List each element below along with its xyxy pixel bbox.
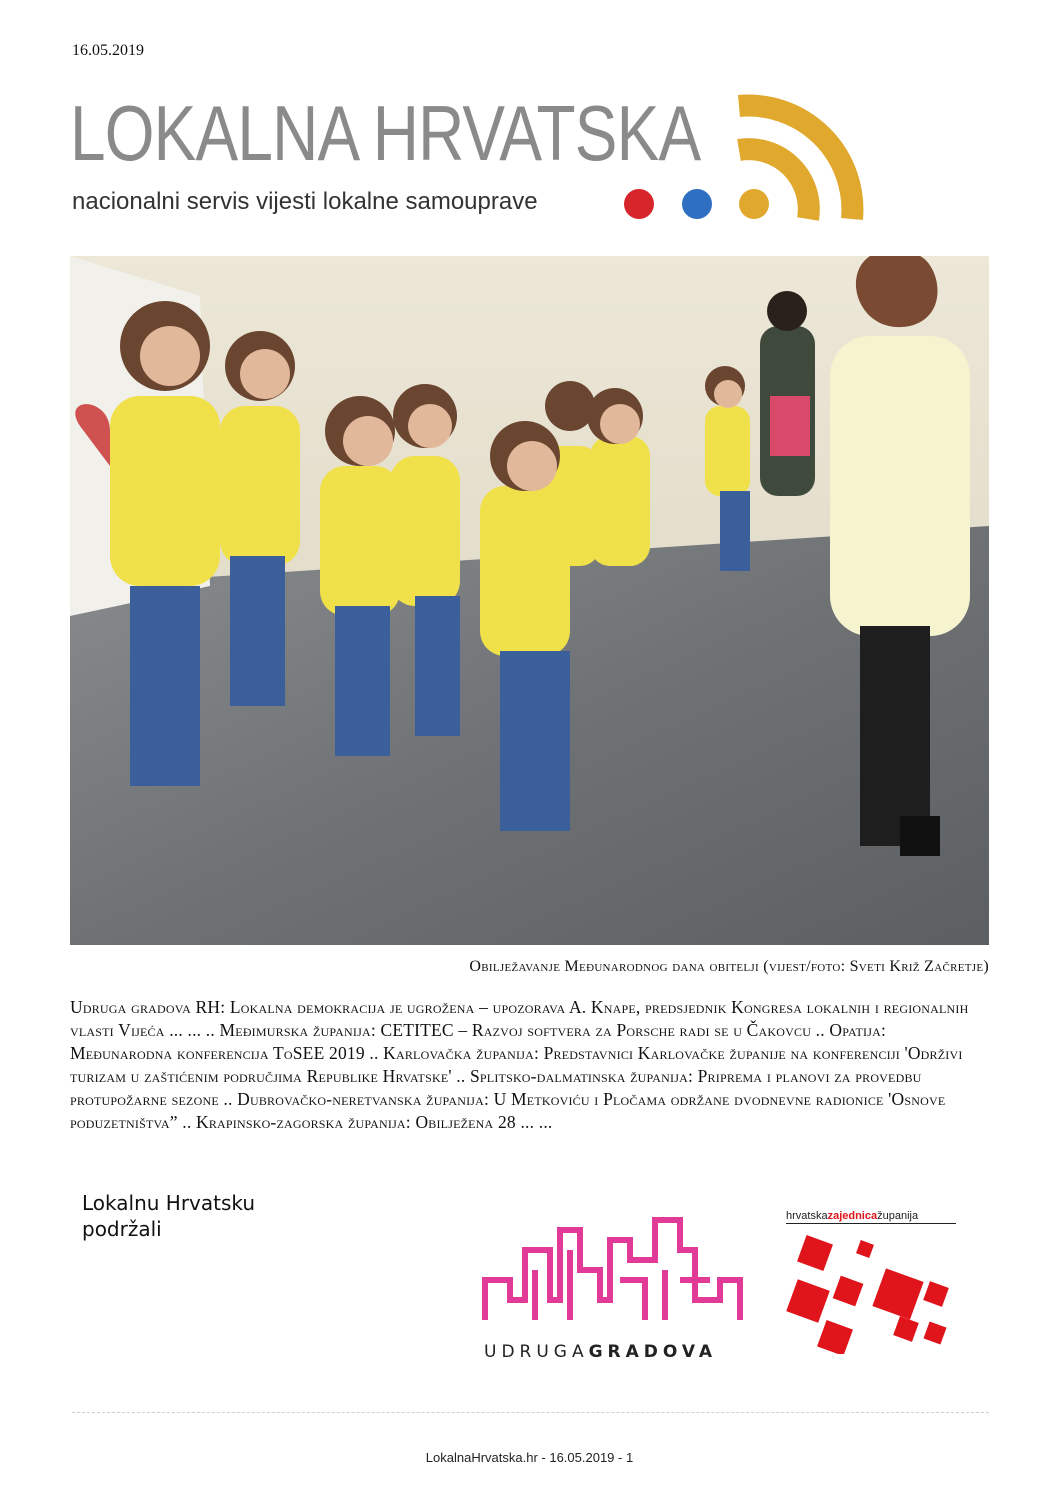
page-footer: LokalnaHrvatska.hr - 16.05.2019 - 1 — [425, 1450, 634, 1465]
hzz-suffix: županija — [877, 1210, 919, 1222]
article-photo — [70, 256, 989, 945]
masthead-title: LOKALNA HRVATSKA — [70, 89, 701, 177]
masthead-subtitle: nacionalni servis vijesti lokalne samouprave — [72, 188, 538, 215]
hrvatska-zajednica-zupanija-logo — [786, 1210, 956, 1360]
udruga-gradova-skyline-icon — [480, 1210, 750, 1330]
supporters-label-line2: podržali — [82, 1217, 162, 1241]
news-summary: Udruga gradova RH: Lokalna demokracija je ugrožena – upozorava A. Knape, predsjednik Kongresa lokalnih i regionalnih vlasti Vijeća ... ... .. Međimurska županija: CETITEC – Razvoj softvera za Porsche radi se u Čakovcu .. Opatija: Međunarodna konferencija ToSEE 2019 .. Karlovačka županija: Predstavnici Karlovačke županije na konferenciji 'Održivi turizam u zaštićenim područjima Republike Hrvatske' .. Splitsko-dalmatinska županija: Priprema i planovi za provedbu protupožarne sezone .. Dubrovačko-neretvanska županija: U Metkoviću i Pločama održane dvodnevne radionice 'Osnove poduzetništva” .. Krapinsko-zagorska županija: Obilježena 28 ... ... — [70, 997, 969, 1132]
supporters-label-line1: Lokalnu Hrvatsku — [82, 1191, 256, 1215]
photo-caption: Obilježavanje Međunarodnog dana obitelji (vijest/foto: Sveti Križ Začretje) — [469, 958, 989, 975]
udruga-prefix: UDRUGA — [484, 1342, 589, 1362]
hzz-bold: zajednica — [827, 1210, 878, 1222]
supporters-label — [82, 1190, 342, 1242]
red-dot-icon — [624, 189, 654, 219]
masthead — [70, 90, 870, 230]
blue-dot-icon — [682, 189, 712, 219]
red-squares-icon — [786, 1224, 956, 1354]
issue-date: 16.05.2019 — [72, 42, 144, 59]
udruga-gradova-logo — [480, 1210, 750, 1360]
rss-waves-icon — [734, 92, 864, 222]
udruga-bold: GRADOVA — [588, 1342, 718, 1362]
footer-divider — [72, 1412, 989, 1413]
hzz-prefix: hrvatska — [786, 1210, 828, 1222]
